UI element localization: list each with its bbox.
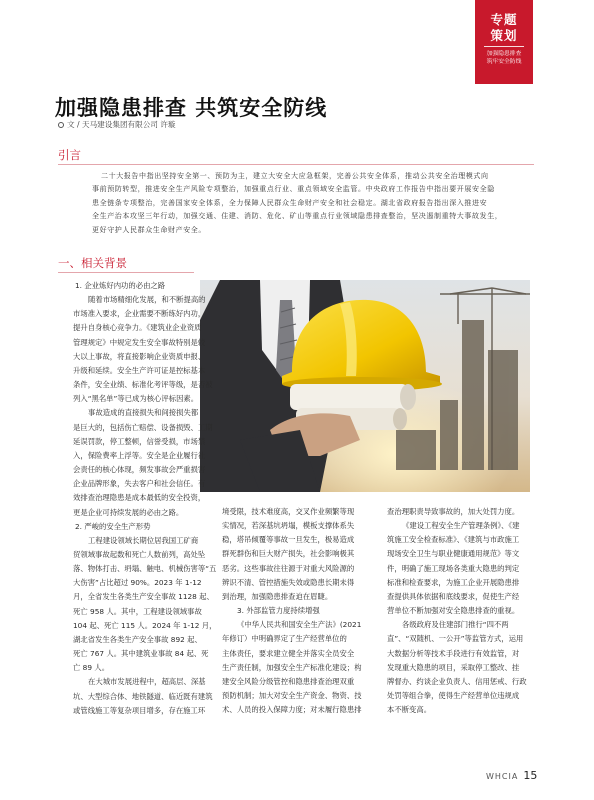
article-title: 加强隐患排查 共筑安全防线 xyxy=(55,96,328,120)
body-line: 亡 89 人。 xyxy=(73,663,110,673)
intro-rule xyxy=(58,164,534,165)
body-line: 会责任的核心体现，频发事故会严重损害 xyxy=(73,465,206,475)
intro-body xyxy=(92,170,503,237)
intro-line: 患全链条专项整治，完善国家安全体系，全力保障人民群众生命财产安全和社会稳定。湖北省政府报告指出深入推进安 xyxy=(92,198,488,207)
body-line: 各级政府及住建部门推行“四不两 xyxy=(402,620,509,630)
body-line: 筑施工安全检查标准》、《建筑与市政施工 xyxy=(387,535,520,545)
sub-heading: 3. 外部监管力度持续增强 xyxy=(237,606,320,616)
body-line: 升级和延续。安全生产许可证是控标基本 xyxy=(73,365,206,375)
body-line: 死亡 958 人。其中，工程建设领域事故 xyxy=(73,606,202,616)
body-line: 列入“黑名单”等已成为核心评标因素。 xyxy=(73,394,199,404)
body-line: 在大城市发展进程中，超高层、深基 xyxy=(88,677,206,687)
topic-badge xyxy=(475,0,533,84)
intro-line: 二十大报告中指出坚持安全第一、预防为主，建立大安全大应急框架，完善公共安全体系，推动公共安全治理模式向 xyxy=(101,172,489,180)
body-line: 大数据分析等技术手段进行有效监管，对 xyxy=(387,648,520,658)
column-3 xyxy=(387,505,527,717)
body-line: 直”、“双随机、一公开”等监管方式，运用 xyxy=(387,634,524,644)
body-line: 提升自身核心竞争力。《建筑业企业资质 xyxy=(73,323,202,333)
body-line: 条件，安全业绩、标准化考评等级，是否被 xyxy=(73,380,213,390)
page-footer xyxy=(486,769,537,782)
body-line: 恶劣。这些事故往往源于对重大风险源的 xyxy=(222,563,355,573)
badge-line1: 专题 xyxy=(490,12,518,27)
body-line: 标准和检查要求，为施工企业开展隐患排 xyxy=(387,577,520,587)
intro-line: 全生产治本攻坚三年行动，加强交通、住建、消防、危化、矿山等重点行业领域隐患排查整治，坚决遏制重特大事故发生， xyxy=(92,212,503,221)
body-line: 事故造成的直接损失和间接损失都 xyxy=(88,408,199,418)
body-line: 主体责任，要求建立健全并落实全员安全 xyxy=(222,648,355,658)
body-line: 随着市场精细化发展，和不断提高的 xyxy=(88,295,206,305)
byline xyxy=(58,119,176,130)
body-line: 工程建设领域长期位居我国工矿商 xyxy=(88,535,199,545)
body-line: 坑、大型综合体、地铁隧道、临近既有建筑 xyxy=(73,691,213,701)
body-line: 是巨大的，包括伤亡赔偿、设备损毁、工期 xyxy=(73,422,213,432)
body-line: 更是企业可持续发展的必由之路。 xyxy=(73,507,184,517)
body-line: 发现重大隐患的项目，采取停工整改、挂 xyxy=(387,662,520,672)
body-line: 月，全省发生各类生产安全事故 1128 起、 xyxy=(73,592,214,602)
column-2 xyxy=(222,505,362,717)
body-line: 实情况，若深基坑坍塌，模板支撑体系失 xyxy=(222,521,355,531)
body-line: 《建设工程安全生产管理条例》、《建 xyxy=(402,521,520,531)
body-line: 查提供具体依据和底线要求，促使生产经 xyxy=(387,591,520,601)
construction-photo xyxy=(200,280,530,492)
body-line: 延误罚款，停工整顿，信誉受损，市场禁 xyxy=(73,436,206,446)
body-line: 死亡 767 人。其中建筑业事故 84 起、死 xyxy=(73,649,209,659)
body-line: 现场安全卫生与职业健康通用规范》等文 xyxy=(387,549,520,559)
body-line: 贸领域事故起数和死亡人数前列，高处坠 xyxy=(73,549,206,559)
intro-line: 更好守护人民群众生命财产安全。 xyxy=(92,225,206,234)
section-rule xyxy=(58,272,194,273)
body-line: 境受限，技术难度高，交叉作业频繁等现 xyxy=(222,507,355,516)
body-line: 效排查治理隐患是成本最低的安全投资， xyxy=(73,493,206,503)
section-heading: 一、相关背景 xyxy=(58,256,127,270)
magazine-name: WHCIA xyxy=(486,772,519,781)
body-line: 稳，塔吊倾覆等事故一旦发生，极易造成 xyxy=(222,535,355,545)
body-line: 年修订）中明确界定了生产经营单位的 xyxy=(222,634,347,644)
intro-heading: 引言 xyxy=(58,148,81,162)
body-line: 《中华人民共和国安全生产法》(2021 xyxy=(237,620,362,630)
body-line: 大以上事故，将直接影响企业资质申报、 xyxy=(73,351,206,361)
body-line: 市场准入要求，企业需要不断练好内功， xyxy=(73,309,206,319)
badge-line3: 加强隐患排查 xyxy=(486,51,522,57)
body-line: 营单位不断加强对安全隐患排查的重视。 xyxy=(387,606,520,616)
body-line: 建安全风险分级管控和隐患排查治理双重 xyxy=(222,676,355,686)
sub-heading: 2. 严峻的安全生产形势 xyxy=(75,521,151,531)
badge-line2: 策划 xyxy=(490,28,518,43)
badge-line4: 筑牢安全防线 xyxy=(486,59,522,65)
body-line: 预防机制；加大对安全生产资金、物资、技 xyxy=(222,691,362,701)
body-line: 群死群伤和巨大财产损失，社会影响极其 xyxy=(222,549,355,559)
body-line: 或管线施工等复杂项目增多，存在施工环 xyxy=(73,705,206,715)
body-line: 牌督办、约谈企业负责人、信用惩戒、行政 xyxy=(387,676,527,686)
body-line: 术、人员的投入保障力度；对未履行隐患排 xyxy=(222,705,362,715)
body-line: 件，明确了施工现场各类重大隐患的判定 xyxy=(387,563,520,573)
sub-heading: 1. 企业炼好内功的必由之路 xyxy=(75,281,166,290)
body-line: 入，保险费率上浮等。安全是企业履行社 xyxy=(73,450,206,460)
body-line: 本不断变高。 xyxy=(387,705,432,715)
body-line: 落、物体打击、坍塌、触电、机械伤害等“五 xyxy=(73,564,217,574)
badge-divider xyxy=(484,46,524,47)
body-line: 104 起、死亡 115 人。2024 年 1-12 月， xyxy=(73,620,217,630)
author-icon xyxy=(58,122,64,128)
body-line: 湖北省发生各类生产安全事故 892 起、 xyxy=(73,634,202,644)
byline-text: 文 / 天马建设集团有限公司 许璇 xyxy=(67,120,176,129)
body-line: 生产责任制，加强安全生产标准化建设；构 xyxy=(222,662,362,672)
body-line: 大伤害”占比超过 90%。2023 年 1-12 xyxy=(73,578,202,588)
body-line: 查治理职责导致事故的，加大处罚力度。 xyxy=(387,507,520,516)
intro-line: 事前预防转型，推进安全生产风险专项整治，加强重点行业、重点领域安全监管。中央政府工作报告中指出要开展安全隐 xyxy=(92,185,495,194)
body-line: 企业品牌形象，失去客户和社会信任。有 xyxy=(73,479,206,489)
page-number: 15 xyxy=(523,769,538,782)
body-line: 到治理，加强隐患排查迫在眉睫。 xyxy=(222,591,333,601)
body-line: 处罚等组合拳，使得生产经营单位违规成 xyxy=(387,691,520,701)
body-line: 管理规定》中规定发生安全事故特别是较 xyxy=(73,337,206,347)
column-1 xyxy=(73,279,217,718)
body-line: 辨识不清、管控措施失效或隐患长期未得 xyxy=(222,577,355,587)
